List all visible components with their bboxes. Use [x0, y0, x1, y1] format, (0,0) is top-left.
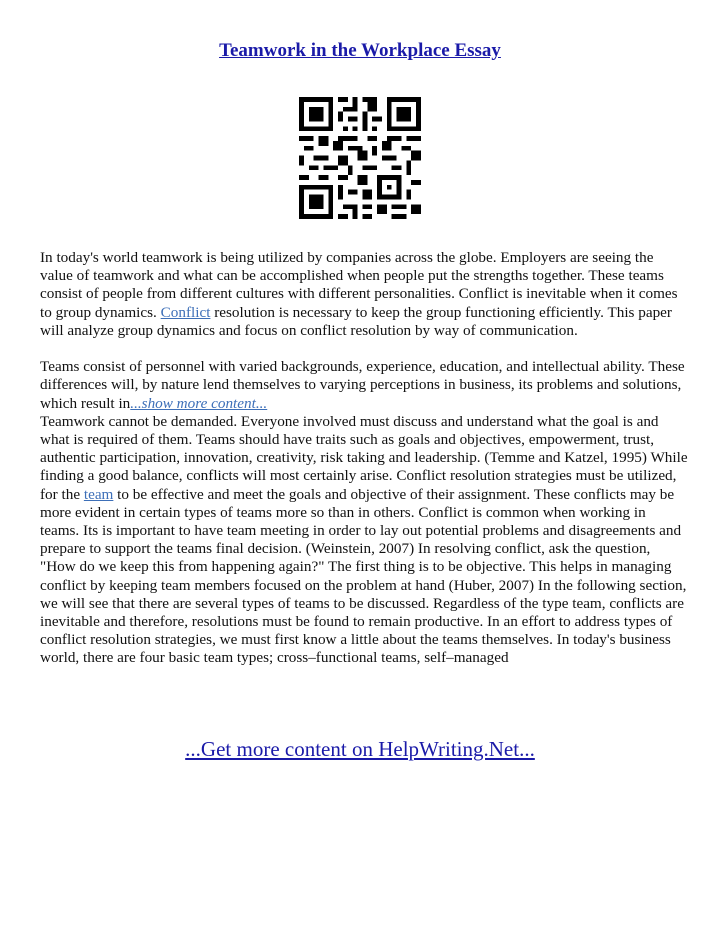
qr-code-icon	[299, 97, 421, 219]
paragraph-3	[40, 413, 688, 668]
document-title[interactable]: Teamwork in the Workplace Essay	[219, 40, 501, 61]
paragraph-3-text-a: Teamwork cannot be demanded. Everyone involved must discuss and understand what the goal is and what is required of them. Teams should have traits such as goals and objectives, empowerment, trust, authentic participation, innovation, creativity, risk taking and leadership. (Temme and Katzel, 1995) While finding a good balance, conflicts will most certainly arise. Conflict resolution strategies must be utilized, for the	[40, 412, 688, 503]
paragraph-1-text-a: In today's world teamwork is being utilized by companies across the globe. Employers are seeing the value of teamwork and what can be accomplished when people put the strengths together. These teams consist of people from different cultures with different personalities. Conflict is inevitable when it comes to group dynamics.	[40, 249, 678, 321]
paragraph-2-text: Teams consist of personnel with varied backgrounds, experience, education, and intellectual ability. These differences will, by nature lend themselves to varying perceptions in business, its problems and solutions, which result in	[40, 358, 685, 412]
conflict-link[interactable]: Conflict	[160, 303, 211, 321]
paragraph-3-text-b: to be effective and meet the goals and objective of their assignment. These conflicts may be more evident in certain types of teams more so than in others. Conflict is common when working in teams. Its is important to have team meeting in order to lay out potential problems and disagreements and prepare to support the teams final decision. (Weinstein, 2007) In resolving conflict, ask the question, "How do we keep this from happening again?" The first thing is to be objective. This helps in managing conflict by keeping team members focused on the problem at hand (Huber, 2007) In the following section, we will see that there are several types of teams to be discussed. Regardless of the type team, conflicts are inevitable and therefore, resolutions must be found to remain productive. In an effort to address types of conflict resolution strategies, we must first know a little about the teams themselves. In today's business world, there are four basic team types; cross–functional teams, self–managed	[40, 485, 687, 667]
paragraph-spacer	[40, 340, 688, 358]
team-link[interactable]: team	[83, 485, 114, 503]
paragraph-2	[40, 358, 688, 413]
show-more-link[interactable]: ...show more content...	[130, 394, 268, 412]
essay-body	[40, 249, 688, 668]
paragraph-1	[40, 249, 688, 340]
get-more-content-link[interactable]: ...Get more content on HelpWriting.Net...	[185, 737, 535, 761]
paragraph-1-text-b: resolution is necessary to keep the group functioning efficiently. This paper will analyze group dynamics and focus on conflict resolution by way of communication.	[40, 303, 672, 339]
